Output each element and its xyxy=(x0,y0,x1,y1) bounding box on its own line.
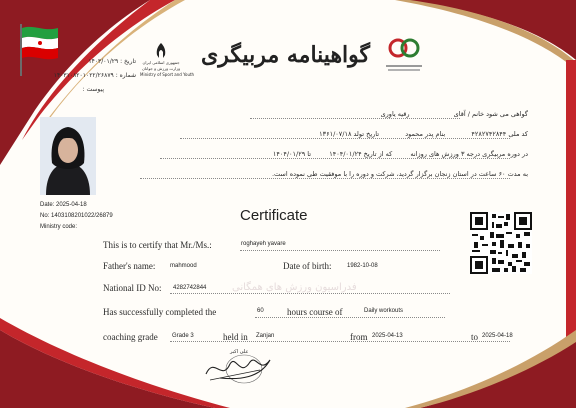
fa-line3-from-label: که از تاریخ xyxy=(363,150,393,158)
dob-label: Date of birth: xyxy=(283,261,332,271)
header-attachment-label: پیوست : xyxy=(82,86,104,93)
fa-line1-pre: گواهی می شود خانم / آقای xyxy=(453,110,528,118)
header-date-label: تاریخ : xyxy=(120,58,136,65)
fa-line2-pre: بنام پدر xyxy=(425,130,446,138)
signatory-name: علی اکبر xyxy=(230,349,249,355)
dob-value: 1982-10-08 xyxy=(347,263,378,269)
fa-line-2 xyxy=(319,130,528,138)
fa-line3-pre: در دوره xyxy=(507,150,528,158)
fa-line2-father: محمود xyxy=(405,130,423,138)
fa-line4-mid: ساعت در استان xyxy=(452,170,497,178)
header-date xyxy=(88,58,136,65)
father-name: mahmood xyxy=(170,263,197,269)
authority-line-1: جمهوری اسلامی ایران xyxy=(142,60,180,65)
iran-emblem-icon xyxy=(152,42,170,60)
photo-date: Date: 2025-04-18 xyxy=(40,202,87,208)
hours-course-label: hours course of xyxy=(287,307,343,317)
nid-value: 4282742844 xyxy=(173,285,207,291)
fa-line2-dob-label: تاریخ تولد xyxy=(353,130,380,138)
person-photo-icon xyxy=(40,117,96,195)
to-label: to xyxy=(471,332,479,342)
holder-name: roghayeh yavare xyxy=(241,241,286,247)
fa-line4-pre: به مدت xyxy=(507,170,528,178)
photo-ministry-code: Ministry code: xyxy=(40,224,78,230)
certify-label: This is to certify that Mr./Ms.: xyxy=(103,240,212,250)
father-label: Father's name: xyxy=(103,261,156,271)
to-value: 2025-04-18 xyxy=(482,333,513,339)
held-value: Zanjan xyxy=(256,333,275,339)
fa-line3-from: ۱۴۰۴/۰۱/۲۴ xyxy=(329,150,362,158)
fa-line4-post: برگزار گردید، شرکت و دوره را با موفقیت طی نموده است. xyxy=(271,170,433,178)
held-label: held in xyxy=(223,332,248,342)
fa-line1-name: رقیه یاوری xyxy=(380,110,410,118)
iran-flag-icon xyxy=(18,24,60,76)
certificate-heading: Certificate xyxy=(240,207,308,224)
from-label: from xyxy=(350,332,368,342)
certificate-title-fa: گواهینامه مربیگری xyxy=(201,42,370,68)
qr-code-icon xyxy=(470,212,532,274)
fa-line3-to-label: تا xyxy=(307,150,312,158)
fa-line3-course: مربیگری درجه ۳ ورزش های روزانه xyxy=(410,150,506,158)
authority-line-3: Ministry of Sport and Youth xyxy=(140,72,195,77)
federation-watermark: فدراسیون ورزش های همگانی xyxy=(232,282,357,293)
nid-label: National ID No: xyxy=(103,283,162,293)
signature-stamp-icon xyxy=(200,352,280,386)
fa-line-1 xyxy=(381,110,528,118)
grade-label: coaching grade xyxy=(103,332,158,342)
fa-line-4 xyxy=(272,170,528,178)
fa-line2-code-label: کد ملی xyxy=(508,130,528,138)
fa-line3-to: ۱۴۰۴/۰۱/۲۹ xyxy=(272,150,306,158)
from-value: 2025-04-13 xyxy=(372,333,403,339)
federation-logo-icon xyxy=(386,34,422,64)
course-value: Daily workouts xyxy=(364,308,404,314)
fa-line4-province: زنجان xyxy=(434,170,451,178)
header-date-value: ۱۴۰۳/۰۱/۲۹ xyxy=(88,58,119,65)
photo-number: No: 1403108201022/26879 xyxy=(40,213,113,219)
federation-logo-caption xyxy=(382,64,426,73)
grade-value: Grade 3 xyxy=(172,333,194,339)
hours-value: 60 xyxy=(257,308,264,314)
header-number-value: ۱۴۰۳۱۰۸۲۰۱۰۲۲/۲۶۸۷۹ xyxy=(53,72,114,79)
fa-line-3 xyxy=(273,150,528,158)
fa-line2-id: ۴۲۸۲۷۴۲۸۴۴ xyxy=(471,130,507,138)
fa-line2-dob: ۱۳۶۱/۰۷/۱۸ xyxy=(319,130,352,138)
authority-line-2: وزارت ورزش و جوانان xyxy=(141,66,180,71)
header-number xyxy=(54,72,136,79)
holder-photo xyxy=(40,117,96,195)
completed-label: Has successfully completed the xyxy=(103,307,217,317)
fa-line4-hours: ۶۰ xyxy=(498,170,506,178)
header-number-label: شماره : xyxy=(115,72,136,79)
